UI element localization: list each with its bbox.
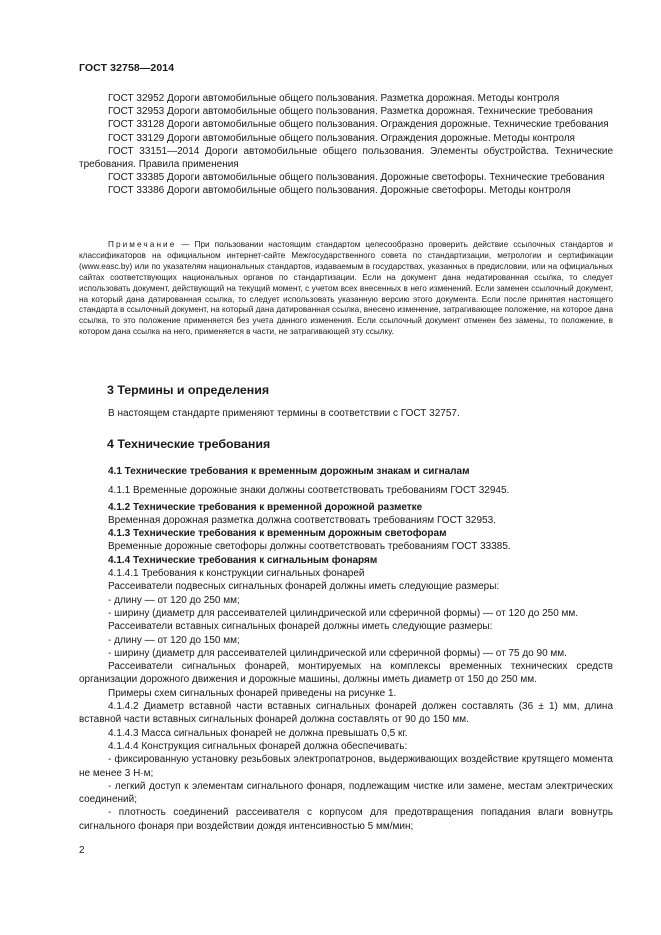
section-3-heading: 3 Термины и определения [107, 383, 270, 397]
body-paragraph: Рассеиватели сигнальных фонарей, монтируемых на комплексы временных технических средств организации дорожного движения и дорожные машины, должны иметь диаметр от 150 до 250 мм. [79, 661, 613, 686]
list-item: - фиксированную установку резьбовых электропатронов, выдерживающих воздействие крутящего момента не менее 3 Н·м; [79, 754, 613, 779]
list-item: - плотность соединений рассеивателя с корпусом для предотвращения попадания влаги вовнутрь сигнального фонаря при воздействии дождя интенсивностью 5 мм/мин; [79, 807, 613, 832]
section-3-text: В настоящем стандарте применяют термины в соответствии с ГОСТ 32757. [108, 408, 460, 419]
page-number: 2 [79, 845, 85, 856]
standard-header: ГОСТ 32758—2014 [79, 62, 175, 74]
clause-4-1-4-1: 4.1.4.1 Требования к конструкции сигнальных фонарей [108, 568, 365, 580]
reference-item: ГОСТ 33128 Дороги автомобильные общего пользования. Ограждения дорожные. Технические требования [108, 119, 609, 131]
section-4-heading: 4 Технические требования [107, 437, 271, 451]
reference-item: ГОСТ 33386 Дороги автомобильные общего пользования. Дорожные светофоры. Методы контроля [108, 185, 571, 197]
reference-item: ГОСТ 32952 Дороги автомобильные общего пользования. Разметка дорожная. Методы контроля [108, 93, 560, 104]
normative-references-list [79, 92, 613, 198]
body-paragraph: Рассеиватели вставных сигнальных фонарей должны иметь следующие размеры: [108, 621, 493, 633]
list-item: - легкий доступ к элементам сигнального фонаря, подлежащим чистке или замене, местам электрических соединений; [79, 780, 613, 806]
list-item: - ширину (диаметр для рассеивателей цилиндрической или сферичной формы) — от 120 до 250 мм. [108, 607, 579, 619]
clause-4-1-2-heading: 4.1.2 Технические требования к временной дорожной разметке [108, 501, 423, 513]
clause-4-1-3-text: Временные дорожные светофоры должны соответствовать требованиям ГОСТ 33385. [108, 541, 511, 553]
clause-4-1-3-heading: 4.1.3 Технические требования к временным дорожным светофорам [108, 528, 447, 540]
note-text: — При пользовании настоящим стандартом целесообразно проверить действие ссылочных стандартов и классификаторов на официальном интернет-сайте Межгосударственного совета по стандартизации, метрологии и сертификации (www.easc.by) или по указателям национальных стандартов, издаваемым в государствах, указанных в предисловии, или на официальных сайтах соответствующих национальных органов по стандартизации. Если на документ дана недатированная ссылка, то следует использовать документ, действующий на текущий момент, с учетом всех внесенных в него изменений. Если заменен ссылочный документ, на который дана датированная ссылка, то следует использовать указанную версию этого документа. Если после принятия настоящего стандарта в ссылочный документ, на который дана датированная ссылка, внесено изменение, затрагивающее положение, на которое дана ссылка, то это положение применяется без учета данного изменения. Если ссылочный документ отменен без замены, то положение, в котором дана ссылка на него, применяется в части, не затрагивающей эту ссылку. [79, 240, 613, 337]
references-note [79, 240, 613, 338]
clause-4-1-2-text: Временная дорожная разметка должна соответствовать требованиям ГОСТ 32953. [108, 514, 496, 526]
reference-item: ГОСТ 33129 Дороги автомобильные общего пользования. Ограждения дорожные. Методы контроля [108, 132, 575, 144]
reference-item: ГОСТ 33151—2014 Дороги автомобильные общего пользования. Элементы обустройства. Технические требования. Правила применения [79, 145, 613, 171]
list-item: - длину — от 120 до 150 мм; [108, 634, 240, 646]
section-4-body [79, 465, 613, 833]
clause-4-1-4-3: 4.1.4.3 Масса сигнальных фонарей не должна превышать 0,5 кг. [108, 727, 408, 739]
reference-item: ГОСТ 33385 Дороги автомобильные общего пользования. Дорожные светофоры. Технические требования [108, 172, 605, 184]
clause-4-1-4-heading: 4.1.4 Технические требования к сигнальным фонарям [108, 554, 378, 566]
subsection-4-1-heading: 4.1 Технические требования к временным дорожным знакам и сигналам [108, 466, 470, 477]
body-paragraph: Рассеиватели подвесных сигнальных фонарей должны иметь следующие размеры: [108, 581, 500, 593]
clause-4-1-4-4: 4.1.4.4 Конструкция сигнальных фонарей должна обеспечивать: [108, 740, 408, 752]
body-paragraph: Примеры схем сигнальных фонарей приведены на рисунке 1. [108, 687, 397, 699]
clause-4-1-4-2: 4.1.4.2 Диаметр вставной части вставных сигнальных фонарей должен составлять (36 ± 1) мм, длина вставной части вставных сигнальных фонарей должна составлять от 90 до 150 мм. [79, 701, 613, 726]
list-item: - длину — от 120 до 250 мм; [108, 594, 240, 606]
reference-item: ГОСТ 32953 Дороги автомобильные общего пользования. Разметка дорожная. Технические требования [108, 106, 593, 118]
note-label: Примечание [108, 240, 177, 249]
clause-4-1-1: 4.1.1 Временные дорожные знаки должны соответствовать требованиям ГОСТ 32945. [108, 485, 510, 497]
list-item: - ширину (диаметр для рассеивателей цилиндрической или сферичной формы) — от 75 до 90 мм. [108, 647, 567, 659]
